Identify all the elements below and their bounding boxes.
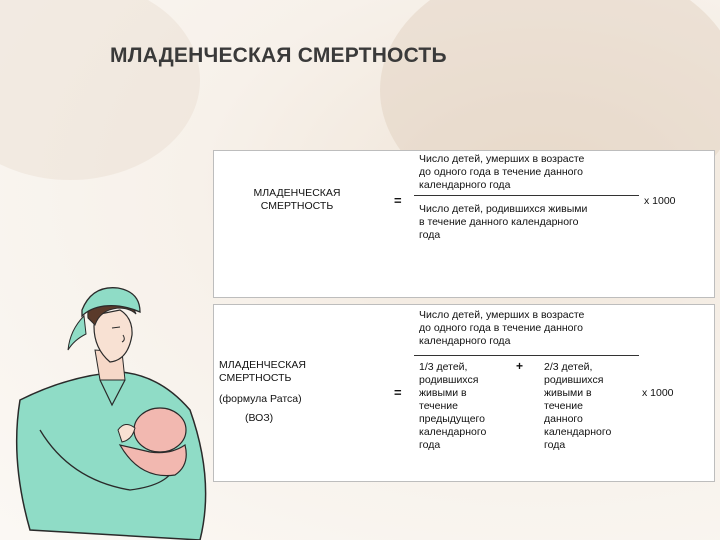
label-line: СМЕРТНОСТЬ bbox=[219, 372, 292, 384]
denominator-line: календарного bbox=[419, 426, 487, 438]
numerator-line: Число детей, умерших в возрасте bbox=[419, 153, 585, 165]
numerator bbox=[419, 309, 584, 348]
background-decoration bbox=[0, 0, 200, 180]
formula-label bbox=[247, 187, 347, 213]
numerator bbox=[419, 153, 584, 192]
denominator-left bbox=[419, 361, 486, 452]
page-title: МЛАДЕНЧЕСКАЯ СМЕРТНОСТЬ bbox=[110, 44, 447, 67]
numerator-line: календарного года bbox=[419, 335, 511, 347]
denominator-line: предыдущего bbox=[419, 413, 485, 425]
denominator-line: родившихся bbox=[419, 374, 479, 386]
denominator-line: течение bbox=[419, 400, 458, 412]
denominator bbox=[419, 203, 587, 242]
nurse-with-baby-illustration bbox=[0, 280, 215, 540]
numerator-line: до одного года в течение данного bbox=[419, 166, 583, 178]
plus-sign: + bbox=[516, 359, 524, 373]
denominator-line: родившихся bbox=[544, 374, 604, 386]
fraction-line bbox=[414, 355, 639, 356]
denominator-right bbox=[544, 361, 611, 452]
numerator-line: Число детей, умерших в возрасте bbox=[419, 309, 585, 321]
label-line: СМЕРТНОСТЬ bbox=[260, 200, 334, 212]
denominator-line: живыми в bbox=[419, 387, 467, 399]
equals-sign: = bbox=[394, 193, 402, 208]
formula-label bbox=[219, 359, 306, 425]
denominator-line: в течение данного календарного bbox=[419, 216, 579, 228]
label-line: МЛАДЕНЧЕСКАЯ bbox=[253, 187, 341, 199]
denominator-line: года bbox=[544, 439, 566, 451]
numerator-line: до одного года в течение данного bbox=[419, 322, 583, 334]
denominator-line: живыми в bbox=[544, 387, 592, 399]
label-line: МЛАДЕНЧЕСКАЯ bbox=[219, 359, 306, 371]
formula-panel-standard bbox=[213, 150, 715, 298]
formula-panel-rats bbox=[213, 304, 715, 482]
label-line: (формула Ратса) bbox=[219, 393, 302, 405]
multiplier: х 1000 bbox=[644, 195, 676, 207]
denominator-line: года bbox=[419, 439, 441, 451]
denominator-line: течение bbox=[544, 400, 583, 412]
fraction-line bbox=[414, 195, 639, 196]
label-line: (ВОЗ) bbox=[245, 412, 274, 424]
denominator-line: Число детей, родившихся живыми bbox=[419, 203, 588, 215]
numerator-line: календарного года bbox=[419, 179, 511, 191]
denominator-line: года bbox=[419, 229, 441, 241]
denominator-line: 1/3 детей, bbox=[419, 361, 468, 373]
denominator-line: 2/3 детей, bbox=[544, 361, 593, 373]
multiplier: х 1000 bbox=[642, 387, 674, 399]
equals-sign: = bbox=[394, 385, 402, 400]
denominator-line: календарного bbox=[544, 426, 612, 438]
denominator-line: данного bbox=[544, 413, 583, 425]
